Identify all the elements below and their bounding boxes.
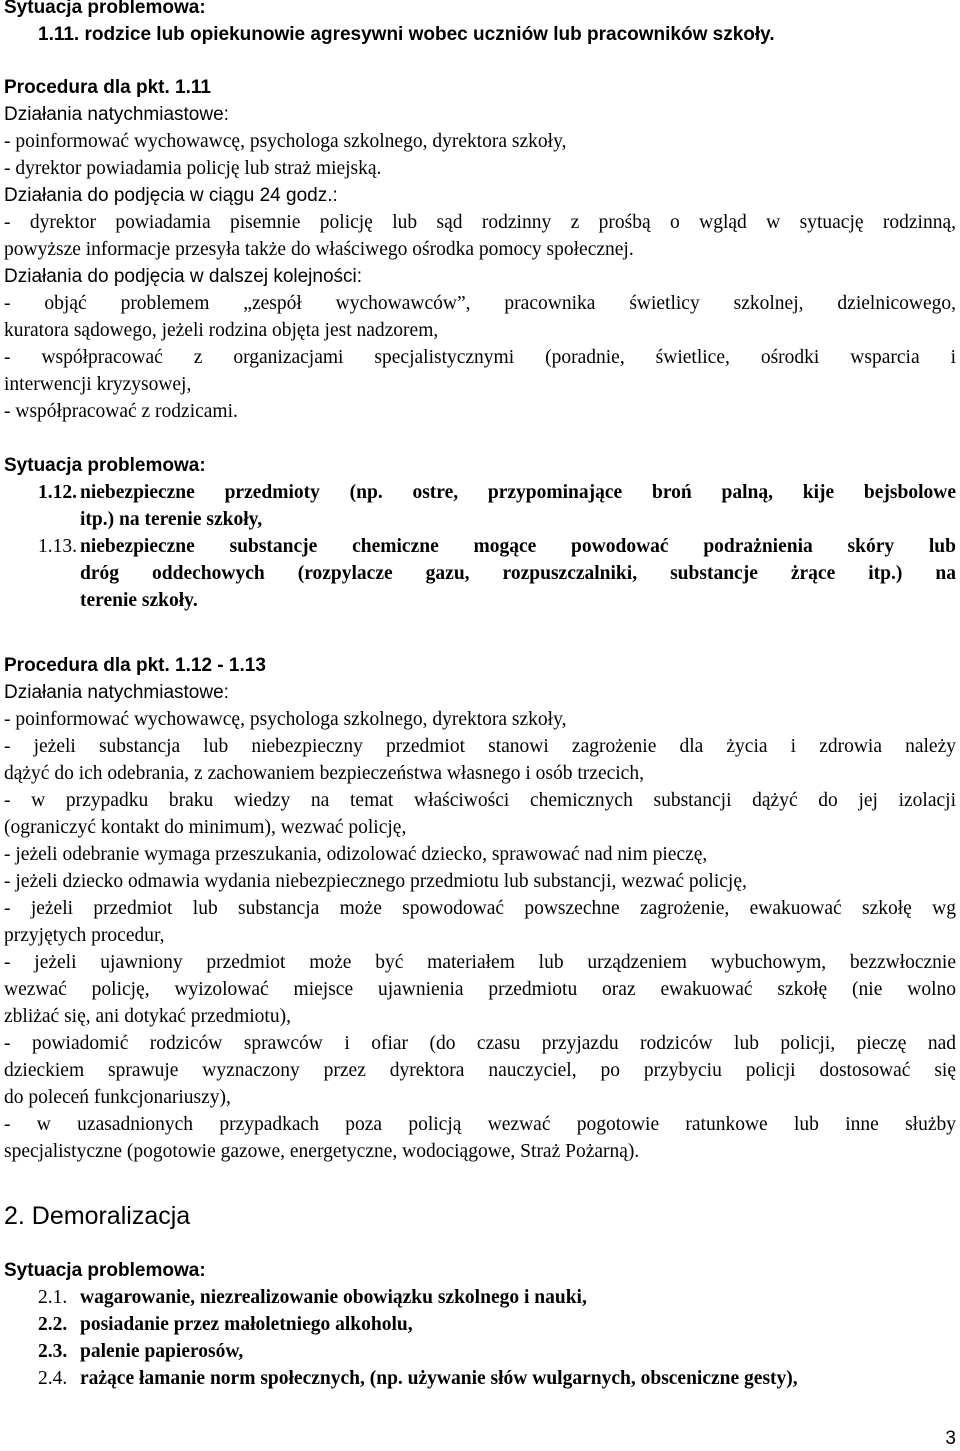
immediate-action-line: - poinformować wychowawcę, psychologa szkolnego, dyrektora szkoły, [4,709,567,730]
immediate-action-line: - jeżeli substancja lub niebezpieczny przedmiot stanowi zagrożenie dla życia i zdrowia należy [4,736,956,757]
item-text: niebezpieczne przedmioty (np. ostre, przypominające broń palną, kije bejsbolowe [80,482,956,503]
item-number: 2.1. [38,1287,68,1308]
situation-heading: Sytuacja problemowa: [4,1260,206,1281]
procedure-heading: Procedura dla pkt. 1.12 - 1.13 [4,655,266,676]
immediate-action-line: wezwać policję, wyizolować miejsce ujawnienia przedmiotu oraz ewakuować szkołę (nie wolno [4,979,956,1000]
immediate-action-line: dążyć do ich odebrania, z zachowaniem bezpieczeństwa własnego i osób trzecich, [4,763,644,784]
procedure-heading: Procedura dla pkt. 1.11 [4,77,211,98]
item-text: wagarowanie, niezrealizowanie obowiązku szkolnego i nauki, [80,1287,587,1308]
item-number: 2.3. [38,1341,68,1362]
immediate-action-line: zbliżać się, ani dotykać przedmiotu), [4,1006,291,1027]
item-number: 2.4. [38,1368,68,1389]
immediate-actions-heading: Działania natychmiastowe: [4,682,229,703]
situation-item-2-4 [38,1365,956,1392]
situation-item-1-12-cont: itp.) na terenie szkoły, [80,509,263,530]
item-text: posiadanie przez małoletniego alkoholu, [80,1314,413,1335]
immediate-action-line: - dyrektor powiadamia policję lub straż miejską. [4,158,382,179]
immediate-action-line: - powiadomić rodziców sprawców i ofiar (do czasu przyjazdu rodziców lub policji, pieczę nad [4,1033,956,1054]
immediate-action-line: do poleceń funkcjonariuszy), [4,1087,231,1108]
immediate-action-line: - jeżeli odebranie wymaga przeszukania, odizolować dziecko, sprawować nad nim pieczę, [4,844,708,865]
further-actions-heading: Działania do podjęcia w dalszej kolejności: [4,266,363,287]
further-action-line: - współpracować z rodzicami. [4,401,238,422]
item-text: niebezpieczne substancje chemiczne mogące powodować podrażnienia skóry lub [80,536,956,557]
item-text: palenie papierosów, [80,1341,244,1362]
immediate-actions-heading: Działania natychmiastowe: [4,104,229,125]
item-number: 1.13. [38,536,77,557]
immediate-action-line: - jeżeli przedmiot lub substancja może spowodować powszechne zagrożenie, ewakuować szkołę wg [4,898,956,919]
within-24h-heading: Działania do podjęcia w ciągu 24 godz.: [4,185,338,206]
immediate-action-line: (ograniczyć kontakt do minimum), wezwać policję, [4,817,407,838]
further-action-line: interwencji kryzysowej, [4,374,192,395]
immediate-action-line: specjalistyczne (pogotowie gazowe, energetyczne, wodociągowe, Straż Pożarną). [4,1141,640,1162]
item-number: 1.12. [38,482,77,503]
immediate-action-line: - jeżeli dziecko odmawia wydania niebezpiecznego przedmiotu lub substancji, wezwać policję, [4,871,747,892]
situation-item-1-12 [38,479,956,506]
immediate-action-line: - jeżeli ujawniony przedmiot może być materiałem lub urządzeniem wybuchowym, bezzwłocznie [4,952,956,973]
situation-item-1-13-cont: dróg oddechowych (rozpylacze gazu, rozpuszczalniki, substancje żrące itp.) na [80,563,956,584]
situation-item-2-3 [38,1338,956,1365]
section-heading-demoralizacja: 2. Demoralizacja [4,1202,191,1230]
situation-item-1-13-cont: terenie szkoły. [80,590,198,611]
immediate-action-line: przyjętych procedur, [4,925,165,946]
within-24h-line: powyższe informacje przesyła także do właściwego ośrodka pomocy społecznej. [4,239,634,260]
within-24h-line: - dyrektor powiadamia pisemnie policję lub sąd rodzinny z prośbą o wgląd w sytuację rodzinną, [4,212,956,233]
item-number: 2.2. [38,1314,68,1335]
immediate-action-line: dzieckiem sprawuje wyznaczony przez dyrektora nauczyciel, po przybyciu policji dostosować się [4,1060,956,1081]
immediate-action-line: - w uzasadnionych przypadkach poza policją wezwać pogotowie ratunkowe lub inne służby [4,1114,956,1135]
page-number: 3 [945,1428,956,1449]
further-action-line: - współpracować z organizacjami specjalistycznymi (poradnie, świetlice, ośrodki wsparcia i [4,347,956,368]
immediate-action-line: - poinformować wychowawcę, psychologa szkolnego, dyrektora szkoły, [4,131,567,152]
situation-heading: Sytuacja problemowa: [4,455,206,476]
further-action-line: kuratora sądowego, jeżeli rodzina objęta jest nadzorem, [4,320,439,341]
situation-item-1-11: 1.11. rodzice lub opiekunowie agresywni wobec uczniów lub pracowników szkoły. [38,24,775,45]
situation-item-2-1 [38,1284,956,1311]
situation-heading: Sytuacja problemowa: [4,0,206,18]
item-text: rażące łamanie norm społecznych, (np. używanie słów wulgarnych, obsceniczne gesty), [80,1368,798,1389]
further-action-line: - objąć problemem „zespół wychowawców”, pracownika świetlicy szkolnej, dzielnicowego, [4,293,956,314]
situation-item-1-13 [38,533,956,560]
situation-item-2-2 [38,1311,956,1338]
immediate-action-line: - w przypadku braku wiedzy na temat właściwości chemicznych substancji dążyć do jej izolacji [4,790,956,811]
